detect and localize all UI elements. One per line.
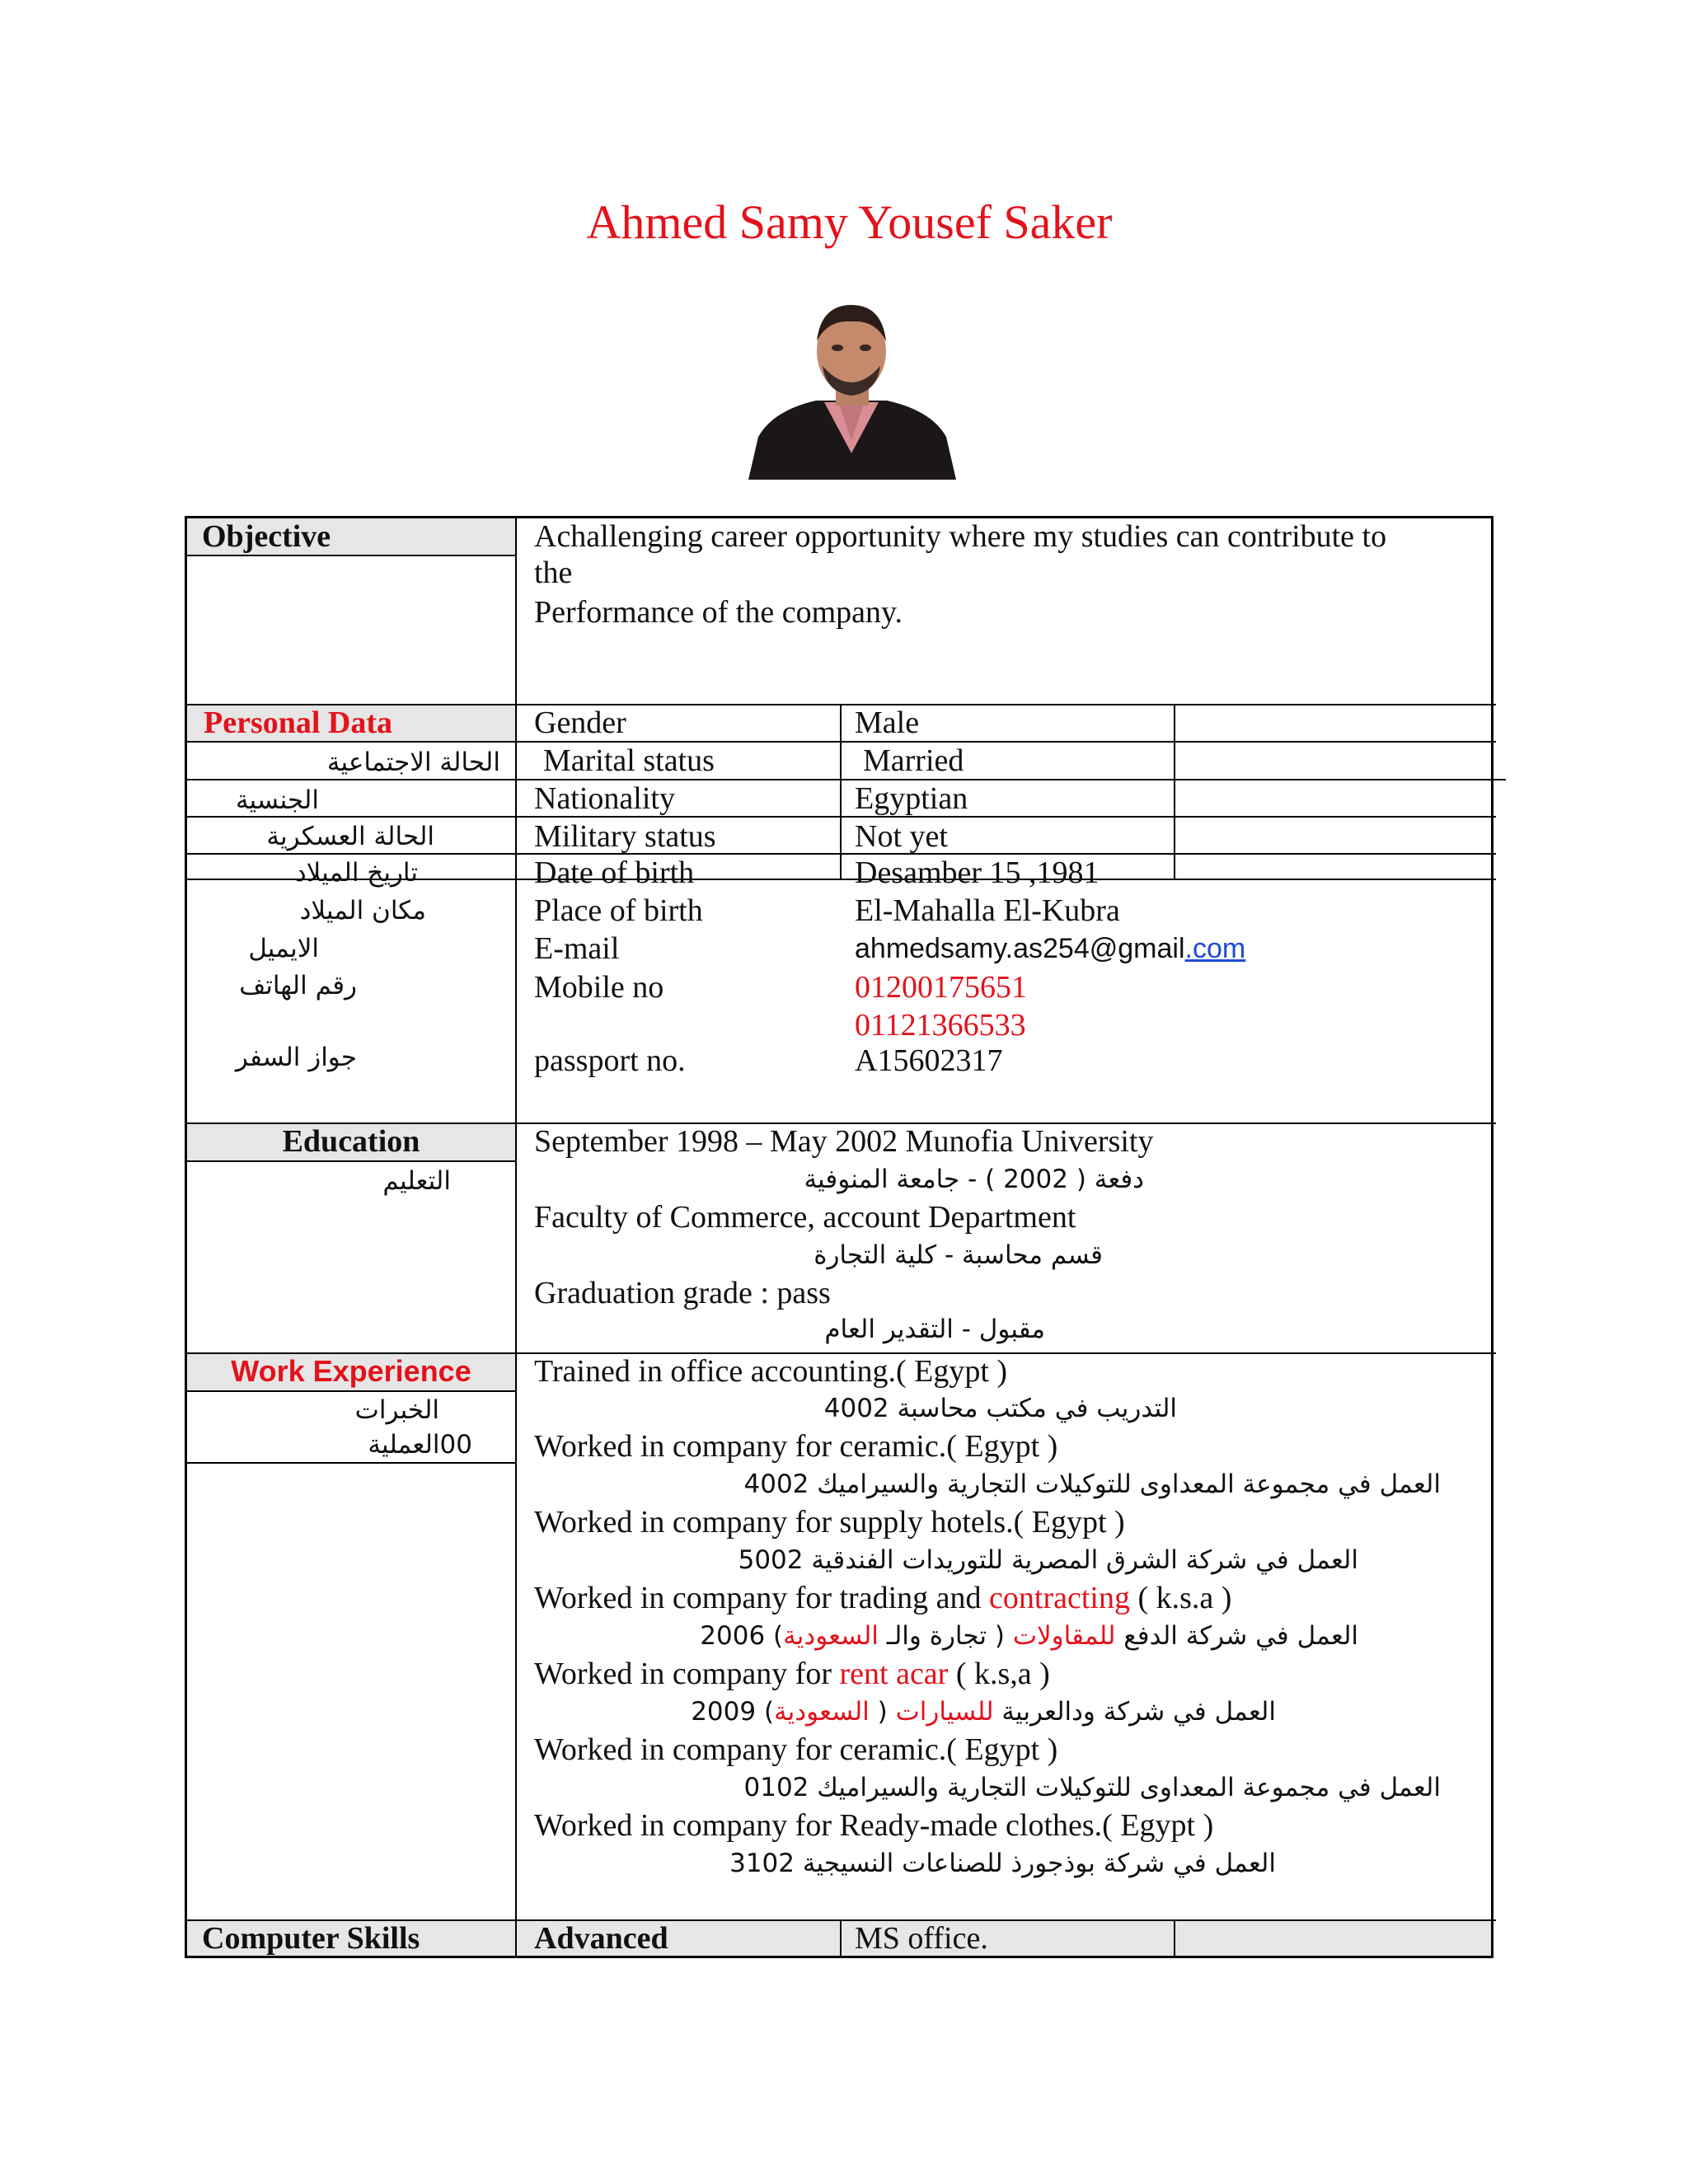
row-line-nationality: [187, 816, 1496, 818]
experience-item-1: Trained in office accounting.( Egypt ): [534, 1354, 1008, 1389]
experience-item-4-arabic-c: ) 2006: [700, 1621, 784, 1651]
mobile-arabic-label: رقم الهاتف: [239, 971, 357, 1001]
experience-item-4-country: ( k.s.a ): [1129, 1581, 1232, 1615]
passport-arabic-label: جواز السفر: [235, 1043, 357, 1072]
education-grade-arabic: مقبول - التقدير العام: [824, 1315, 1045, 1344]
experience-item-2: Worked in company for ceramic.( Egypt ): [534, 1429, 1058, 1464]
education-dates: September 1998 – May 2002 Munofia University: [534, 1124, 1154, 1159]
work-experience-label: Work Experience: [231, 1354, 471, 1388]
education-faculty: Faculty of Commerce, account Department: [534, 1200, 1076, 1235]
cv-table: [185, 516, 1493, 1958]
experience-item-5-highlight: rent acar: [839, 1657, 949, 1691]
experience-item-5: [534, 1656, 1050, 1692]
objective-label: Objective: [202, 519, 331, 554]
education-arabic-label: التعليم: [382, 1166, 451, 1196]
military-status-value: Not yet: [855, 819, 948, 854]
experience-item-4-arabic-red-1: للمقاولات: [1012, 1621, 1116, 1651]
experience-item-6-arabic: العمل في مجموعة المعداوى للتوكيلات التجارية والسيراميك 0102: [743, 1773, 1441, 1802]
marital-status-arabic-label: الحالة الاجتماعية: [326, 748, 500, 777]
column-divider-label: [515, 518, 517, 1956]
education-dates-arabic: دفعة ( 2002 ) - جامعة المنوفية: [804, 1165, 1144, 1194]
education-grade: Graduation grade : pass: [534, 1276, 831, 1310]
birth-date-label: Date of birth: [534, 855, 695, 890]
experience-item-5-arabic-red-2: السعودية: [774, 1697, 870, 1727]
work-experience-arabic-label-1: الخبرات: [354, 1395, 439, 1425]
nationality-label: Nationality: [534, 781, 675, 816]
nationality-value: Egyptian: [855, 781, 968, 816]
experience-item-1-arabic: التدريب في مكتب محاسبة 4002: [823, 1394, 1177, 1423]
computer-skills-label: Computer Skills: [202, 1921, 420, 1956]
education-label: Education: [282, 1124, 420, 1159]
nationality-arabic-label: الجنسية: [235, 785, 319, 815]
objective-text-2: the: [534, 555, 573, 590]
experience-item-4: [534, 1580, 1231, 1616]
personal-data-label: Personal Data: [204, 705, 393, 740]
experience-item-3: Worked in company for supply hotels.( Egypt ): [534, 1505, 1125, 1540]
experience-item-4-highlight: contracting: [989, 1581, 1130, 1615]
experience-item-5-arabic-a: العمل في شركة ودالعربية: [993, 1697, 1276, 1727]
objective-text-1: Achallenging career opportunity where my studies can contribute to: [534, 519, 1387, 554]
email-label: E-mail: [534, 931, 620, 966]
experience-item-4-arabic-a: العمل في شركة الدفع: [1115, 1621, 1358, 1651]
birth-place-arabic-label: مكان الميلاد: [299, 896, 426, 926]
experience-item-5-country: ( k.s,a ): [948, 1657, 1050, 1691]
email-domain-link[interactable]: .com: [1184, 933, 1246, 964]
work-experience-arabic-label-2: 00العملية: [368, 1430, 472, 1460]
row-line-gender: [187, 741, 1496, 743]
birth-place-value: El-Mahalla El-Kubra: [855, 893, 1120, 928]
gender-value: Male: [855, 705, 920, 740]
mobile-number-1: 01200175651: [855, 970, 1027, 1005]
marital-status-value: Married: [863, 743, 964, 778]
objective-label-line: [187, 555, 515, 556]
mobile-label: Mobile no: [534, 970, 664, 1005]
education-faculty-arabic: قسم محاسبة - كلية التجارة: [814, 1240, 1103, 1270]
mobile-number-2: 01121366533: [855, 1008, 1026, 1043]
experience-item-5-arabic-red-1: للسيارات: [895, 1697, 994, 1727]
email-arabic-label: الايميل: [248, 934, 319, 963]
birth-place-label: Place of birth: [534, 893, 703, 928]
military-status-arabic-label: الحالة العسكرية: [266, 822, 434, 851]
passport-value: A15602317: [855, 1043, 1003, 1078]
computer-skills-level: Advanced: [534, 1921, 668, 1956]
birth-date-value: Desamber 15 ,1981: [855, 855, 1100, 890]
email-value[interactable]: [855, 930, 1245, 967]
person-photo-icon: [740, 295, 963, 480]
education-label-line: [187, 1160, 515, 1162]
experience-item-3-arabic: العمل في شركة الشرق المصرية للتوريدات الفندقية 5002: [738, 1545, 1358, 1575]
experience-item-5-text: Worked in company for: [534, 1657, 840, 1691]
computer-skills-value: MS office.: [855, 1921, 988, 1956]
column-divider-value-computer: [1174, 1921, 1175, 1956]
email-address: ahmedsamy.as254@gmail: [855, 933, 1185, 964]
experience-item-5-arabic-b: (: [869, 1697, 896, 1727]
experience-item-4-arabic-red-2: السعودية: [783, 1621, 879, 1651]
birth-date-arabic-label: تاريخ الميلاد: [294, 858, 418, 888]
experience-item-4-arabic-b: ( تجارة والـ: [878, 1621, 1013, 1651]
gender-label: Gender: [534, 705, 626, 740]
experience-item-2-arabic: العمل في مجموعة المعداوى للتوكيلات التجارية والسيراميك 4002: [743, 1469, 1441, 1499]
column-divider-field-computer: [840, 1921, 842, 1956]
military-status-label: Military status: [534, 819, 716, 854]
profile-photo: [740, 295, 963, 480]
experience-item-4-text: Worked in company for trading and: [534, 1581, 990, 1615]
candidate-name: Ahmed Samy Yousef Saker: [586, 195, 1113, 249]
experience-item-7: Worked in company for Ready-made clothes.( Egypt ): [534, 1808, 1214, 1843]
experience-item-5-arabic: [534, 1694, 1276, 1730]
passport-label: passport no.: [534, 1043, 686, 1078]
objective-text-3: Performance of the company.: [534, 595, 903, 630]
marital-status-label: Marital status: [543, 743, 715, 778]
experience-item-5-arabic-c: ) 2009: [691, 1697, 775, 1727]
experience-item-6: Worked in company for ceramic.( Egypt ): [534, 1732, 1058, 1767]
experience-item-4-arabic: [534, 1618, 1358, 1654]
experience-item-7-arabic: العمل في شركة بوذجورذ للصناعات النسيجية 3102: [729, 1849, 1276, 1878]
